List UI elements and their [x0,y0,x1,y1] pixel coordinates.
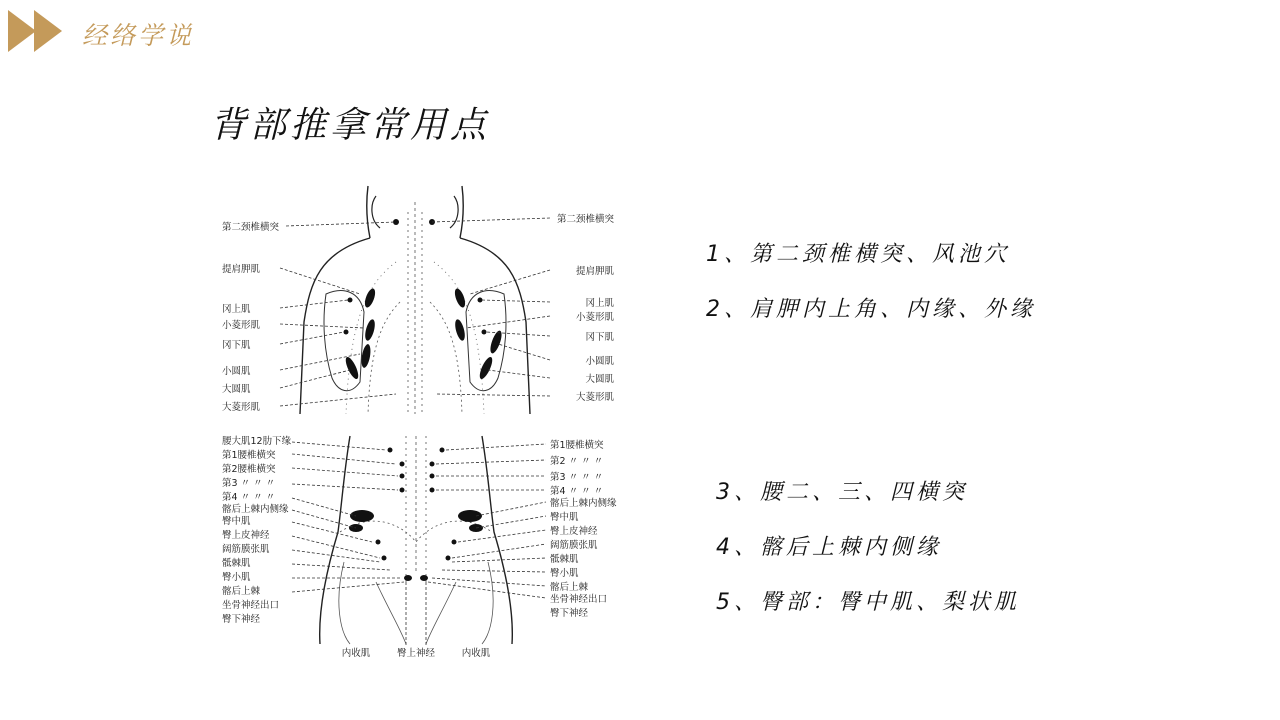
figure-label: 第4 〃 〃 〃 [222,492,276,503]
figure-label: 大圆肌 [222,384,251,395]
figure-label: 第4 〃 〃 〃 [550,486,604,497]
figure-bottom-label: 内收肌 [461,648,491,659]
figure-label: 阔筋膜张肌 [222,544,270,555]
figure-label: 大菱形肌 [575,392,614,403]
figure-label: 大菱形肌 [222,402,261,413]
figure-label: 小菱形肌 [222,320,261,331]
figure-label: 腰大肌12肋下缘 [222,436,292,447]
figure-label: 臀下神经 [222,614,261,625]
lower-points-list [716,478,1020,643]
figure-label: 第1腰椎横突 [222,450,276,461]
figure-label: 第1腰椎横突 [550,440,604,451]
figure-label: 小菱形肌 [575,312,614,323]
figure-label: 提肩胛肌 [222,264,261,275]
figure-label: 提肩胛肌 [575,266,614,277]
lower-back-diagram [200,432,632,664]
section-title: 经络学说 [82,21,195,50]
figure-label: 髂后上棘内侧缘 [222,504,289,515]
figure-label: 髂后上棘 [550,582,589,593]
lower-back-figure [200,432,632,664]
figure-label: 冈上肌 [222,304,251,315]
figure-label: 小圆肌 [585,356,614,367]
figure-label: 冈下肌 [222,340,251,351]
figure-bottom-label: 内收肌 [341,648,371,659]
upper-back-diagram [200,182,632,414]
point-item-2: 2、肩胛内上角、内缘、外缘 [706,297,1036,322]
slide-title: 背部推拿常用点 [210,105,491,146]
figure-label: 坐骨神经出口 [550,594,608,605]
figure-label: 骶棘肌 [222,558,251,569]
point-item-4: 4、髂后上棘内侧缘 [716,535,942,560]
figure-label: 第2 〃 〃 〃 [550,456,604,467]
figure-bottom-label: 臀上神经 [396,648,436,659]
figure-label: 坐骨神经出口 [222,600,280,611]
figure-label: 第3 〃 〃 〃 [550,472,604,483]
figure-label: 第3 〃 〃 〃 [222,478,276,489]
figure-label: 臀上皮神经 [222,530,270,541]
figure-label: 第2腰椎横突 [222,464,276,475]
point-item-5: 5、臀部：臀中肌、梨状肌 [716,590,1020,615]
figure-label: 骶棘肌 [550,554,579,565]
figure-label: 臀小肌 [550,568,579,579]
figure-label: 臀下神经 [550,608,589,619]
figure-label: 冈下肌 [585,332,614,343]
figure-label: 臀小肌 [222,572,251,583]
figure-label: 阔筋膜张肌 [550,540,598,551]
figure-label: 小圆肌 [222,366,251,377]
figure-label: 第二颈椎横突 [556,214,614,225]
double-chevron-right-icon [8,10,68,52]
figure-label: 臀中肌 [550,512,579,523]
figure-label: 冈上肌 [585,298,614,309]
upper-points-list [706,240,1036,350]
figure-label: 大圆肌 [585,374,614,385]
figure-label: 臀上皮神经 [550,526,598,537]
upper-back-figure [200,182,632,414]
figure-label: 髂后上棘内侧缘 [550,498,617,509]
figure-label: 臀中肌 [222,516,251,527]
point-item-1: 1、第二颈椎横突、风池穴 [706,242,1010,267]
figure-label: 第二颈椎横突 [222,222,280,233]
point-item-3: 3、腰二、三、四横突 [716,480,968,505]
figure-label: 髂后上棘 [222,586,261,597]
